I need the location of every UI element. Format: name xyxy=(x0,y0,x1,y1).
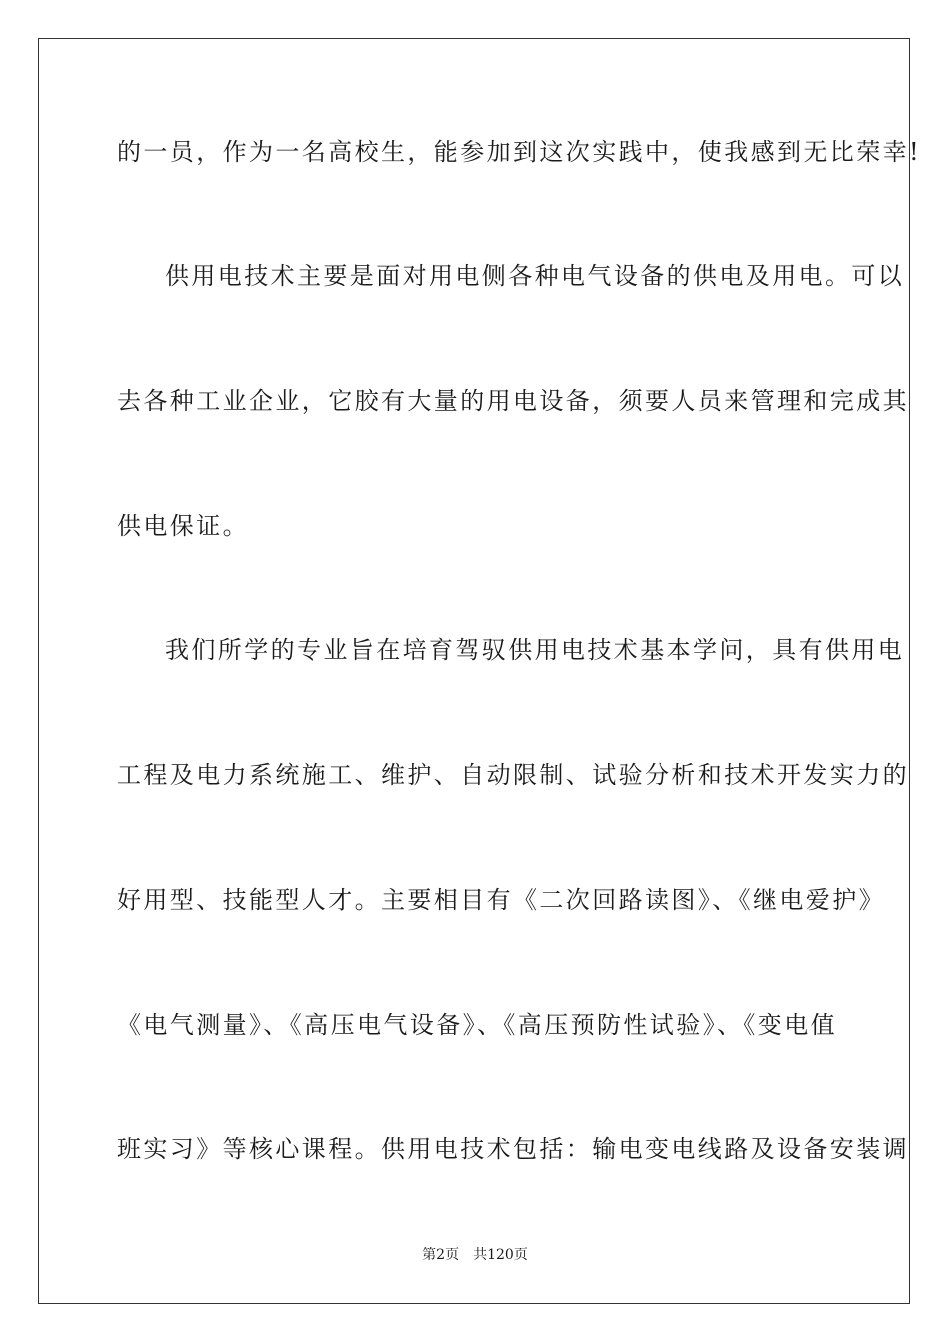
page-footer xyxy=(0,1246,950,1264)
text-line-2: 供用电技术主要是面对用电侧各种电气设备的供电及用电。可以 xyxy=(165,262,905,290)
text-line-1: 的一员，作为一名高校生，能参加到这次实践中，使我感到无比荣幸! xyxy=(117,138,922,166)
text-line-4: 供电保证。 xyxy=(117,512,249,540)
text-line-8: 《电气测量》、《高压电气设备》、《高压预防性试验》、《变电值 xyxy=(117,1011,837,1039)
text-line-6: 工程及电力系统施工、维护、自动限制、试验分析和技术开发实力的 xyxy=(117,761,909,789)
page-total: 共120页 xyxy=(473,1247,528,1263)
text-line-7: 好用型、技能型人才。主要相目有《二次回路读图》、《继电爱护》 xyxy=(117,886,885,914)
text-line-3: 去各种工业企业，它胶有大量的用电设备，须要人员来管理和完成其 xyxy=(117,387,909,415)
text-line-5: 我们所学的专业旨在培育驾驭供用电技术基本学问，具有供用电 xyxy=(165,636,905,664)
text-line-9: 班实习》等核心课程。供用电技术包括：输电变电线路及设备安装调 xyxy=(117,1135,909,1163)
page-number: 第2页 xyxy=(422,1247,460,1263)
page-border xyxy=(38,38,922,1304)
